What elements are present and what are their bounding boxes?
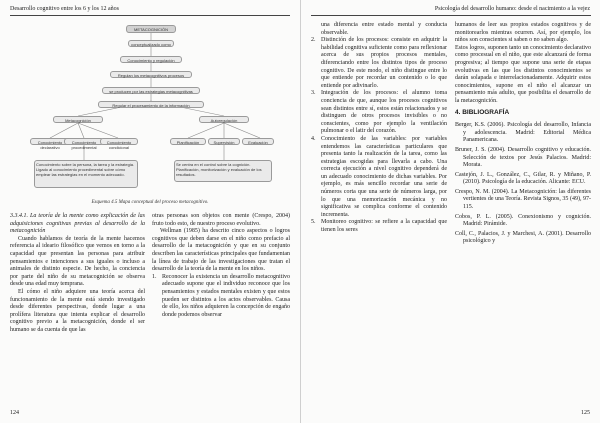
list-item: 2. Distinción de los procesos: consiste en adquirir la habilidad cognitiva suficiente como para reflexionar acerca de sus propios procesos mentales, diferenciando entre los distintos tipos de proceso cognitivo. De este modo, el niño distingue entre lo que entiende por recordar un contenido o lo que entiende por adivinarlo. [311,37,447,89]
right-column-1 [311,22,447,235]
concept-map-diagram [28,24,274,192]
node-conocimiento-declarativo: Conocimiento declarativo [30,138,70,145]
reference-item: Castejón, J. L., González, C., Gilar, R. y Miñano, P. (2010). Psicología de la educación. Alicante: ECU. [455,171,591,186]
node-evaluacion: Evaluación [242,138,274,145]
left-page-number: 124 [10,410,19,416]
list-item: 4. Conocimiento de las variables: por variables entendemos las características particulares que presenta tanto la realización de la tarea, como las estrategias escogidas para llevarla a cabo. Una correcta ejecución a nivel cognitivo dependerá de un adecuado conocimiento de dichas variables. Por ejemplo, es más sencillo recordar una serie de números corta que una serie de números larga, por lo que una memorización mecánica y no significativa se complica conforme el contenido incrementa. [311,135,447,218]
node-description-metacognicion: Conocimiento sobre la persona, la tarea y la estrategia. Ligado al conocimiento procedimental sobre cómo emplear las estrategias en el momento adecuado. [34,160,138,188]
node-metacognicion: METACOGNICIÓN [126,25,176,33]
list-item: 1. Reconocer la existencia un desarrollo metacognitivo adecuado supone que el individuo reconoce que los pensamientos y estados mentales existen y que estos pueden ser distintos a los actos observables. Causa de ello, los niños adquieren la concepción de engaño donde podemos observar [152,273,290,318]
reference-item: Cobos, P. L. (2005). Conexionismo y cognición. Madrid: Pirámide. [455,213,591,228]
paragraph: otras personas son objetos con mente (Crespo, 2004) fruto todo esto, de nuestro proceso evolutivo. [152,213,290,227]
right-page [300,0,600,423]
right-page-number: 125 [581,410,590,416]
node-metacognicion-branch: Metacognición [53,116,103,123]
bibliography-heading: 4. BIBLIOGRAFÍA [455,108,510,116]
node-conocimiento-regulacion: Conocimiento y regulación [120,56,182,63]
node-procesamiento-informacion: Regular el procesamiento de la información [98,101,204,108]
right-running-header: Psicología del desarrollo humano: desde el nacimiento a la vejez [434,6,590,12]
paragraph: Cuando hablamos de teoría de la mente hacemos referencia al ideario filosófico que vemos en torno a la capacidad que presentan las personas para atribuir pensamientos e intenciones a sus iguales o incluso a animales de distinto especie. De hecho, la conciencia por parte del niño de su metacognición se observa desde una edad muy temprana. [10,235,145,288]
node-description-autoregulacion: Se centra en el control sobre la cognición. Planificación, monitorización y evaluación de los resultados. [174,160,272,182]
node-estrategias-metacognitivas: se producen por las estrategias metacognitivas [102,87,200,94]
left-column-2 [152,213,290,319]
list-item: 5. Monitoreo cognitivo: se refiere a la capacidad que tienen los seres [311,219,447,234]
node-regulan-procesos: Regulan los metacognitivos procesos [110,71,192,78]
paragraph: una diferencia entre estado mental y conducta observable. [321,22,447,36]
paragraph: El cómo el niño adquiere una teoría acerca del funcionamiento de la mente está siendo investigado desde diferentes perspectivas, donde lugar a una prolífera literatura que intenta explicar el desarrollo cognitivo previo a la metacognición, donde el ser humano se da cuenta de que las [10,288,145,333]
node-supervision: Supervisión [208,138,240,145]
achievements-list [311,37,447,234]
reference-item: Crespo, N. M. (2004). La Metacognición: las diferentes vertientes de una Teoría. Revista Signos, 35 (49), 97-115. [455,188,591,211]
right-column-2 [455,22,591,248]
paragraph: Estos logros, suponen tanto un conocimiento declarativo como procesual en el niño, que este alcanzará de forma progresiva; al tiempo que supone una serie de etapas evolutivas en las que los distintos conocimientos se darán solapada e interrelacionadamente. Adquirir estos conocimientos, supone en el niño el alcanzar un pensamiento más adulto, que posibilita el desarrollo de la metacognición. [455,44,591,104]
node-conceptualizado: conceptualizado como [128,40,174,47]
reference-item: Bruner, J. S. (2004). Desarrollo cognitivo y educación. Selección de textos por Jesús Palacios. Madrid: Morata. [455,146,591,169]
left-column-1 [10,213,145,335]
diagram-caption: Esquema 4.5 Mapa conceptual del proceso metacognitivo. [91,200,209,205]
left-header-rule [10,15,290,16]
node-conocimiento-condicional: Conocimiento condicional [100,138,138,145]
left-running-header: Desarrollo cognitivo entre los 6 y los 12 años [10,6,119,12]
section-heading-3-3-4-1: 3.3.4.1. La teoría de la mente como explicación de las adquisiciones cognitivas previas al desarrollo de la metacognición [10,213,145,235]
right-header-rule [311,15,591,16]
reference-item: Berger, K.S. (2006). Psicología del desarrollo, Infancia y adolescencia. Madrid: Editorial Médica Panamericana. [455,122,591,144]
achievements-list [152,274,290,320]
list-item: 3. Integración de los procesos: el alumno toma conciencia de que, aunque los procesos cognitivos sean distintos entre sí, estos están relacionados y se distinguen de otros procesos invisibles o no conscientes, como por ejemplo la ventilación pulmonar o el latir del corazón. [311,90,447,135]
reference-item: Coll, C., Palacios, J. y Marchesi, A. (2001). Desarrollo psicológico y [455,230,591,245]
paragraph: Wellman (1985) ha descrito cinco aspectos o logros cognitivos que deben darse en el niño como prefacio al desarrollo de la metacognición y que en su conjunto describen las características principales que fundamentan la línea de trabajo de las investigaciones que tratan el desarrollo de la teoría de la mente en los niños. [152,228,290,273]
node-planificacion: Planificación [170,138,206,145]
node-autoregulacion: Autoregulación [199,116,249,123]
node-conocimiento-procedimental: Conocimiento procedimental [64,138,104,145]
paragraph: humanos de leer sus propios estados cognitivos y de monitorearlos mientras ocurren. Así, por ejemplo, los niños son conscientes si saben o no saben algo. [455,22,591,44]
